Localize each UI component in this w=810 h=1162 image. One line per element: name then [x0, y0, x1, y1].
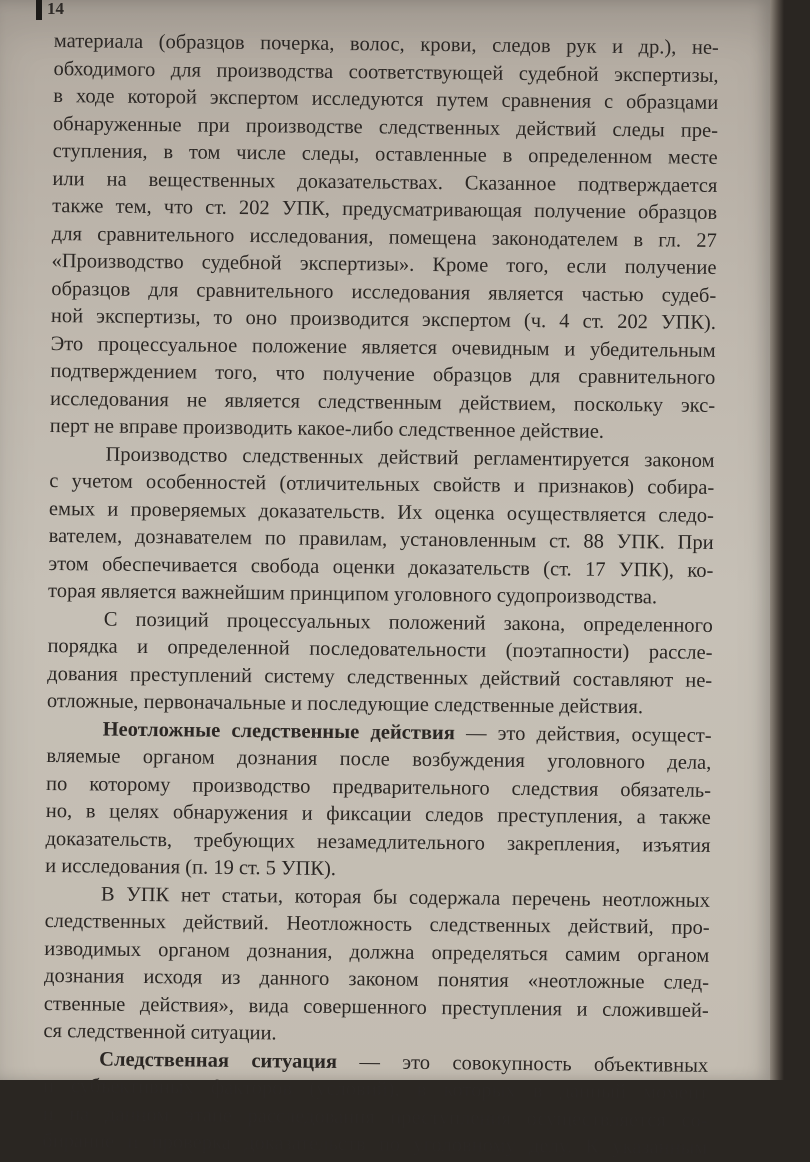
text-line: обнаруженные при производстве следственных действий следы пре- [52, 112, 719, 142]
text-line: торая является важнейшим принципом уголовного судопроизводства. [47, 579, 658, 609]
text-line: бирание и проверка доказательств по уголовному делу. К указанным [42, 1129, 708, 1159]
text-line: с учетом особенностей (отличительных свойств и признаков) собира- [49, 469, 715, 499]
text-line: обходимого для производства соответствующей судебной экспертизы, [53, 57, 719, 87]
text-line: и субъективных факторов (условий), в которых в данный момент [42, 1074, 708, 1104]
text-line: но, в целях обнаружения и фиксации следов преступления, а также [45, 799, 711, 829]
text-line: вляемые органом дознания после возбуждения уголовного дела, [46, 744, 712, 774]
text-line: этом обеспечивается свобода оценки доказательств (ст. 17 УПК), ко- [48, 552, 714, 582]
text-line: и исследования (п. 19 ст. 5 УПК). [45, 854, 337, 880]
text-line: для сравнительного исследования, помещена законодателем в гл. 27 [51, 222, 717, 252]
text-line: ственные действия», вида совершенного преступления и сложившей- [43, 992, 709, 1022]
text-line: подтверждением того, что получение образцов для сравнительного [50, 359, 716, 389]
text-line: Это процессуальное положение является очевидным и убедительным [50, 332, 716, 362]
text-line: по которому производство предварительного следствия обязатель- [45, 772, 712, 802]
text-line: дознания исходя из данного законом понятия «неотложные след- [43, 964, 710, 994]
text-line: порядка и определенной последовательности (поэтапности) рассле- [47, 634, 713, 664]
text-fragment: — это действия, осущест- [465, 721, 712, 747]
text-line: материала (образцов почерка, волос, крови, следов рук и др.), не- [53, 29, 719, 59]
text-line: образцов для сравнительного исследования является частью судеб- [51, 277, 717, 307]
text-line: изводимых органом дознания, должна определяться самим органом [44, 937, 710, 967]
text-line: или на вещественных доказательствах. Сказанное подтверждается [52, 167, 718, 197]
text-line: Производство следственных действий регламентируется законом [105, 443, 715, 472]
text-line: вателем, дознавателем по правилам, установленным ст. 88 УПК. При [48, 524, 714, 554]
text-line: емых и проверяемых доказательств. Их оценка осуществляется следо- [48, 497, 715, 527]
text-line: и на данном этапе расследования преступления осуществляется со- [42, 1102, 708, 1132]
text-line: ступления, в том числе следы, оставленные в определенном месте [52, 139, 718, 169]
body-text [42, 28, 719, 1162]
text-fragment: — это совокупность объективных [359, 1050, 709, 1077]
text-line: исследования не является следственным действием, поскольку экс- [50, 387, 716, 417]
text-line: следственных действий. Неотложность следственных действий, про- [44, 909, 710, 939]
text-line: ся следственной ситуации. [43, 1019, 277, 1045]
text-line: «Производство судебной экспертизы». Кроме того, если получение [51, 249, 717, 279]
text-line: отложные, первоначальные и последующие следственные действия. [46, 689, 644, 719]
page-number-marker [36, 0, 42, 20]
text-line: дования преступлений систему следственных действий составляют не- [47, 662, 713, 692]
text-line: в ходе которой экспертом исследуются путем сравнения с образцами [53, 84, 719, 114]
page-number: 14 [47, 0, 64, 18]
text-line: перт не вправе производить какое-либо следственное действие. [49, 414, 605, 443]
page-edge [770, 0, 784, 1080]
text-line: ной экспертизы, то оно производится экспертом (ч. 4 ст. 202 УПК). [50, 304, 717, 334]
text-line: доказательств, требующих незамедлительного закрепления, изъятия [45, 827, 711, 857]
term-investigative-situation: Следственная ситуация [99, 1048, 338, 1073]
text-line: также тем, что ст. 202 УПК, предусматривающая получение образцов [52, 194, 718, 224]
term-urgent-actions: Неотложные следственные действия [102, 718, 455, 744]
text-line: С позиций процессуальных положений закона, определенного [103, 608, 713, 637]
text-line: В УПК нет статьи, которая бы содержала перечень неотложных [100, 883, 711, 912]
